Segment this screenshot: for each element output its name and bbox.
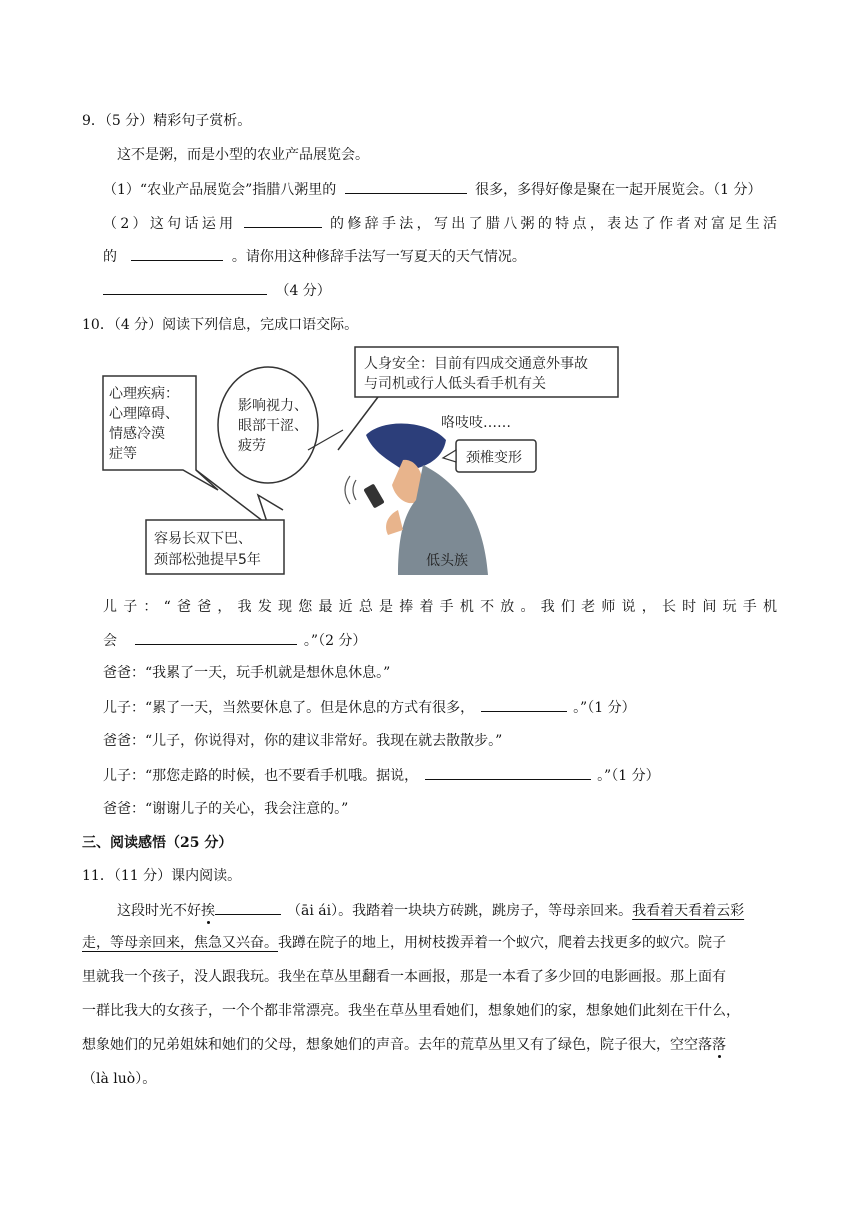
vision-line-2: 眼部干涩、 [238,418,308,434]
dialog-dad-1: 爸爸：“我累了一天，玩手机就是想休息休息。” [103,665,391,681]
q9-part2-prompt: （2）这句话运用 [103,216,237,232]
q9-part3-score: （4 分） [275,283,331,299]
q9-heading: 9．（5 分）精彩句子赏析。 [82,113,252,129]
q9-part3 [103,280,331,301]
dialog-son-1-blank[interactable] [135,630,297,645]
dialog-son-1-cont [103,630,366,651]
dialog-son-1-score: 。”（2 分） [303,633,367,649]
creak-sound: 咯吱吱…… [441,415,511,431]
chin-callout [146,520,284,574]
dialog-dad-3: 爸爸：“谢谢儿子的关心，我会注意的。” [103,801,349,817]
passage-underlined-2: 走，等母亲回来，焦急又兴奋。 [82,935,278,951]
dialog-son-3-text: 儿子：“那您走路的时候，也不要看手机哦。据说， [103,768,419,784]
dialog-dad-2: 爸爸：“儿子，你说得对，你的建议非常好。我现在就去散散步。” [103,733,503,749]
dialog-son-1: 儿子：“爸爸，我发现您最近总是捧着手机不放。我们老师说，长时间玩手机 [103,599,777,615]
q9-part1-suffix: 很多，多得好像是聚在一起开展览会。（1 分） [475,182,762,198]
q11-heading: 11．（11 分）课内阅读。 [82,868,242,884]
passage-line-5 [82,1035,726,1055]
dialog-son-3 [103,765,660,786]
q9-part2-task: 。请你用这种修辞手法写一写夏天的天气情况。 [231,249,526,265]
passage-line-2-b: 我蹲在院子的地上，用树枝拨弄着一个蚁穴，爬着去找更多的蚁穴。院子 [278,935,726,951]
psych-line-3: 情感冷漠 [109,426,165,442]
dialog-son-1-hui: 会 [103,633,117,649]
psych-line-4: 症等 [109,446,137,462]
low-head-figure [98,340,588,580]
q9-part2 [103,213,777,234]
passage-line-2 [82,933,726,953]
dialog-son-3-score: 。”（1 分） [597,768,660,784]
dialog-son-2-text: 儿子：“累了一天，当然要休息了。但是休息的方式有很多， [103,700,475,716]
q10-heading: 10．（4 分）阅读下列信息，完成口语交际。 [82,317,359,333]
vision-callout [218,367,343,483]
passage-line-1 [117,900,744,921]
dialog-son-2 [103,697,636,718]
psych-line-2: 心理障碍、 [109,406,179,422]
emphasis-char-ai: 挨 [201,903,215,919]
q9-part2-blank-device[interactable] [244,213,322,228]
passage-underlined-1: 我看着天看着云彩 [632,903,745,919]
q9-part2-cont [103,246,526,267]
dialog-son-3-blank[interactable] [425,765,591,780]
q9-part1 [103,179,762,200]
q9-part3-blank[interactable] [103,280,267,295]
section-3-title: 三、阅读感悟（25 分） [82,835,233,851]
vision-line-1: 影响视力、 [238,398,308,414]
q9-part1-blank[interactable] [345,179,467,194]
q9-quote: 这不是粥，而是小型的农业产品展览会。 [117,147,369,163]
safety-line-1: 人身安全：目前有四成交通意外事故 [364,356,588,372]
psych-line-1: 心理疾病： [109,386,179,402]
safety-line-2: 与司机或行人低头看手机有关 [364,376,546,392]
passage-line-6: （là luò）。 [82,1071,157,1087]
q9-part2-de: 的 [103,249,117,265]
passage-line-1-a: 这段时光不好 [117,903,201,919]
dialog-son-2-score: 。”（1 分） [573,700,636,716]
neck-callout [443,440,536,472]
dialog-son-2-blank[interactable] [481,697,567,712]
passage-line-5-a: 想象她们的兄弟姐妹和她们的父母，想象她们的声音。去年的荒草丛里又有了绿色，院子很大，空空落 [82,1037,712,1053]
q9-part1-prompt: （1）“农业产品展览会”指腊八粥里的 [103,182,337,198]
chin-line-1: 容易长双下巴、 [154,531,252,547]
q11-blank-pinyin[interactable] [215,900,281,915]
passage-line-3: 里就我一个孩子，没人跟我玩。我坐在草丛里翻看一本画报，那是一本看了多少回的电影画报。那上面有 [82,969,726,985]
emphasis-char-luo: 落 [712,1037,726,1053]
passage-line-4: 一群比我大的女孩子，一个个都非常漂亮。我坐在草丛里看她们，想象她们的家，想象她们此刻在干什么， [82,1003,740,1019]
q9-part2-middle: 的修辞手法，写出了腊八粥的特点，表达了作者对富足生活 [330,216,778,232]
passage-line-1-b: （āi ái）。我踏着一块块方砖跳，跳房子，等母亲回来。 [287,903,633,919]
chin-line-2: 颈部松弛提早5年 [154,552,261,568]
neck-text: 颈椎变形 [466,450,522,466]
figure-caption: 低头族 [426,553,468,569]
vision-line-3: 疲劳 [238,438,266,454]
q9-part2-blank-life[interactable] [131,246,223,261]
